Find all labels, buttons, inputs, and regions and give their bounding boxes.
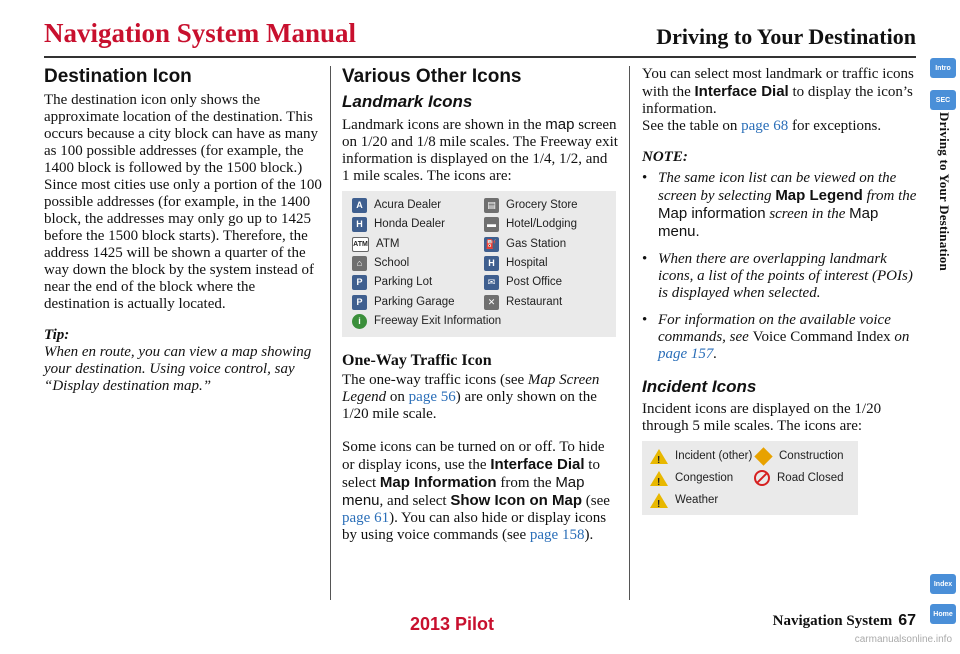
table-row: ! Incident (other) Construction	[650, 445, 858, 467]
section-title: Driving to Your Destination	[656, 24, 916, 49]
sidebar-section-label: Driving to Your Destination	[937, 112, 952, 271]
destination-icon-heading: Destination Icon	[44, 66, 192, 87]
road-closed-icon	[754, 470, 770, 486]
acura-dealer-icon: A	[352, 198, 367, 213]
table-row: P Parking Garage ✕ Restaurant	[352, 292, 616, 311]
page-61-link[interactable]: page 61	[342, 510, 390, 527]
incident-icons-heading: Incident Icons	[642, 377, 757, 396]
congestion-icon	[650, 471, 668, 486]
hotel-lodging-icon: ▬	[484, 217, 499, 232]
tip-text: When en route, you can view a map showing your destination. Using voice control, say “Display destination map.”	[44, 344, 312, 394]
watermark: carmanualsonline.info	[854, 634, 952, 645]
grocery-store-icon: ▤	[484, 198, 499, 213]
weather-icon	[650, 493, 668, 508]
select-icons-text: You can select most landmark or traffic icons with the Interface Dial to display the icon’s information. See the table on page 68 for exceptions.	[642, 66, 914, 134]
table-row: P Parking Lot ✉ Post Office	[352, 273, 616, 292]
section-tab[interactable]: SEC	[930, 90, 956, 110]
incident-description: Incident icons are displayed on the 1/20 through 5 mile scales. The icons are:	[642, 401, 882, 434]
landmark-description: Landmark icons are shown in the map screen on 1/20 and 1/8 mile scales. The Freeway exit information is displayed on the 1/4, 1/2, and 1 mile scales. The icons are:	[342, 116, 618, 184]
various-icons-heading: Various Other Icons	[342, 66, 522, 87]
incident-other-icon	[650, 449, 668, 464]
landmark-icon-table	[342, 191, 616, 337]
one-way-description: The one-way traffic icons (see Map Screen Legend on page 56) are only shown on the 1/20 mile scale.	[342, 372, 600, 423]
one-way-heading: One-Way Traffic Icon	[342, 352, 492, 370]
index-tab[interactable]: Index	[930, 574, 956, 594]
destination-body: The destination icon only shows the approximate location of the destination. This occurs because a city block can have as many as 100 possible addresses (for example, the 1400 block is followed by the 1500 block.) Since most cities use only a portion of the 100 possible addresses (for example, in the 1400 block, the addresses may only go up to 1425 before the 1500 block starts). Therefore, the address 1425 will be shown a quarter of the way down the block by the system instead of near the end of the block where the destination is actually located.	[44, 92, 322, 312]
column-divider	[629, 66, 630, 600]
page-56-link[interactable]: page 56	[408, 389, 456, 406]
parking-garage-icon: P	[352, 295, 367, 310]
table-row: H Honda Dealer ▬ Hotel/Lodging	[352, 215, 616, 234]
column-incidents	[642, 66, 918, 515]
toggle-icons-text: Some icons can be turned on or off. To hide or display icons, use the Interface Dial to select Map Information from the Map menu, and select Show Icon on Map (see page 61). You can also hide or display icons by using voice commands (see page 158).	[342, 439, 610, 544]
intro-tab[interactable]: Intro	[930, 58, 956, 78]
list-item: • When there are overlapping landmark icons, a list of the points of interest (POIs) is displayed when selected.	[642, 251, 913, 301]
column-destination	[44, 66, 324, 395]
note-label: NOTE:	[642, 149, 688, 165]
school-icon: ⌂	[352, 256, 367, 271]
table-row: i Freeway Exit Information	[352, 312, 616, 331]
tip-label: Tip:	[44, 327, 70, 343]
page-68-link[interactable]: page 68	[741, 118, 789, 134]
atm-icon: ATM	[352, 237, 369, 252]
restaurant-icon: ✕	[484, 295, 499, 310]
honda-dealer-icon: H	[352, 217, 367, 232]
list-item: • For information on the available voice commands, see Voice Command Index on page 157.	[642, 312, 910, 362]
page-158-link[interactable]: page 158	[529, 527, 585, 544]
home-tab[interactable]: Home	[930, 604, 956, 624]
gas-station-icon: ⛽	[484, 237, 499, 252]
header-rule	[44, 56, 916, 58]
hospital-icon: H	[484, 256, 499, 271]
vehicle-model: 2013 Pilot	[410, 614, 495, 634]
table-row: ⌂ School H Hospital	[352, 254, 616, 273]
page-footer: Navigation System 67	[772, 612, 916, 629]
table-row: A Acura Dealer ▤ Grocery Store	[352, 196, 616, 215]
freeway-exit-icon: i	[352, 314, 367, 329]
column-divider	[330, 66, 331, 600]
table-row: ! Weather	[650, 489, 858, 511]
parking-lot-icon: P	[352, 275, 367, 290]
landmark-icons-heading: Landmark Icons	[342, 92, 473, 111]
table-row: ATM ATM ⛽ Gas Station	[353, 237, 567, 250]
manual-title: Navigation System Manual	[44, 18, 357, 48]
post-office-icon: ✉	[484, 275, 499, 290]
list-item: • The same icon list can be viewed on the screen by selecting Map Legend from the Map information screen in the Map menu.	[642, 170, 917, 240]
column-other-icons	[342, 66, 618, 548]
page-157-link[interactable]: page 157	[658, 346, 714, 362]
construction-icon	[754, 447, 772, 465]
page-number: 67	[898, 612, 916, 629]
incident-icon-table	[642, 441, 858, 515]
table-row: ! Congestion Road Closed	[650, 467, 858, 489]
